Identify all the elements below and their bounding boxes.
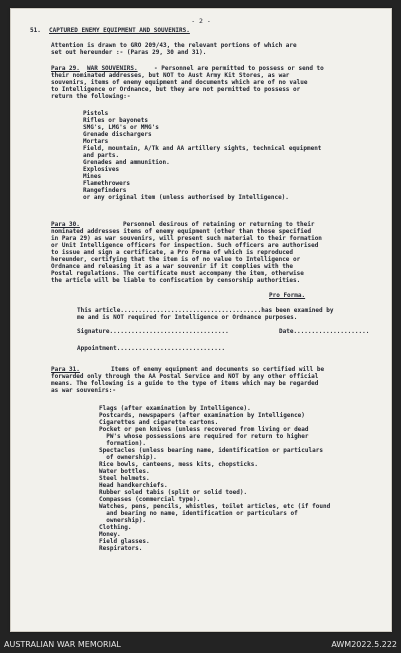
prohibited-item: Pistols — [83, 110, 109, 117]
souvenir-item: Rubber soled tabis (split or solid toed). — [99, 489, 248, 496]
souvenir-item: Steel helmets. — [99, 475, 150, 482]
prohibited-item: and parts. — [83, 152, 120, 159]
prohibited-item: Rangefinders — [83, 187, 127, 194]
souvenir-item: Pocket or pen knives (unless recovered from living or dead — [99, 426, 309, 433]
prohibited-item: or any original item (unless authorised by Intelligence). — [83, 194, 289, 201]
para-30-line: Ordnance and releasing it as a war souvenir if it complies with the — [51, 263, 294, 270]
para-29-line: souvenirs, items of enemy equipment and documents which are of no value — [51, 79, 308, 86]
souvenir-item: PW's whose possessions are required for return to higher — [99, 433, 309, 440]
prohibited-item: Rifles or bayonets — [83, 117, 149, 124]
souvenir-item: Postcards, newspapers (after examination by Intelligence) — [99, 412, 305, 419]
para-29-label: Para 29. — [51, 65, 80, 72]
para-29-line: - Personnel are permitted to possess or send to — [154, 65, 324, 72]
pro-forma-line: This article.......................................has been examined by — [77, 307, 334, 314]
souvenir-item: Watches, pens, pencils, whistles, toilet articles, etc (if found — [99, 503, 331, 510]
souvenir-item: ownership). — [99, 517, 146, 524]
pro-forma-line: me and is NOT required for Intelligence or Ordnance purposes. — [77, 314, 298, 321]
pro-forma-title: Pro Forma. — [269, 292, 306, 299]
souvenir-item: and bearing no name, identification or particulars of — [99, 510, 298, 517]
para-29-line: their nominated addresses, but NOT to Aust Army Kit Stores, as war — [51, 72, 290, 79]
souvenir-item: Spectacles (unless bearing name, identification or particulars — [99, 447, 323, 454]
para-30-line: to issue and sign a certificate, a Pro Forma of which is reproduced — [51, 249, 294, 256]
archive-footer — [0, 636, 401, 653]
souvenir-item: of ownership). — [99, 454, 157, 461]
souvenir-item: Respirators. — [99, 545, 143, 552]
souvenir-item: Clothing. — [99, 524, 132, 531]
souvenir-item: Compasses (commercial type). — [99, 496, 201, 503]
intro-line: Attention is drawn to GRO 209/43, the relevant portions of which are — [51, 42, 297, 49]
section-number: 51. — [30, 27, 41, 34]
intro-line: set out hereunder :- (Paras 29, 30 and 31). — [51, 49, 207, 56]
para-30-label: Para 30. — [51, 221, 80, 228]
prohibited-item: Grenades and ammunition. — [83, 159, 170, 166]
souvenir-item: Money. — [99, 531, 121, 538]
prohibited-item: Explosives — [83, 166, 120, 173]
section-title: CAPTURED ENEMY EQUIPMENT AND SOUVENIRS. — [49, 27, 190, 34]
para-31-line: as war souvenirs:- — [51, 387, 117, 394]
souvenir-item: Cigarettes and cigarette cartons. — [99, 419, 219, 426]
page-number: - 2 - — [191, 17, 211, 25]
souvenir-item: Water bottles. — [99, 468, 150, 475]
para-31-line: means. The following is a guide to the type of items which may be regarded — [51, 380, 319, 387]
para-29-line: to Intelligence or Ordnance, but they are not permitted to possess or — [51, 86, 301, 93]
para-31-label: Para 31. — [51, 366, 80, 373]
para-29-title: WAR SOUVENIRS. — [87, 65, 138, 72]
prohibited-item: Field, mountain, A/Tk and AA artillery sights, technical equipment — [83, 145, 322, 152]
appointment-line: Appointment.............................. — [77, 345, 226, 352]
souvenir-item: Rice bowls, canteens, mess kits, chopsticks. — [99, 461, 258, 468]
prohibited-item: Flamethrowers — [83, 180, 130, 187]
para-30-line: hereunder, certifying that the item is of no value to Intelligence or — [51, 256, 301, 263]
para-30-line: in Para 29) as war souvenirs, will present such material to their formation — [51, 235, 322, 242]
para-30-line: nominated addresses items of enemy equipment (other than those specified — [51, 228, 312, 235]
prohibited-item: Mortars — [83, 138, 109, 145]
para-30-line: Postal regulations. The certificate must accompany the item, otherwise — [51, 270, 304, 277]
prohibited-item: Grenade dischargers — [83, 131, 152, 138]
souvenir-item: formation). — [99, 440, 146, 447]
para-30-line: Personnel desirous of retaining or returning to their — [123, 221, 315, 228]
archive-reference: AWM2022.5.222 — [331, 640, 397, 649]
para-30-line: the article will be liable to confiscation by censorship authorities. — [51, 277, 301, 284]
archive-name: AUSTRALIAN WAR MEMORIAL — [4, 640, 121, 649]
signature-line: Signature................................. — [77, 328, 229, 335]
prohibited-item: SMG's, LMG's or MMG's — [83, 124, 159, 131]
souvenir-item: Flags (after examination by Intelligence). — [99, 405, 251, 412]
para-30-line: or Unit Intelligence officers for inspection. Such officers are authorised — [51, 242, 319, 249]
para-31-line: forwarded only through the AA Postal Service and NOT by any other official — [51, 373, 319, 380]
souvenir-item: Field glasses. — [99, 538, 150, 545]
prohibited-item: Mines — [83, 173, 102, 180]
para-31-line: Items of enemy equipment and documents so certified will be — [111, 366, 325, 373]
para-29-line: return the following:- — [51, 93, 131, 100]
souvenir-item: Head handkerchiefs. — [99, 482, 168, 489]
date-line: Date..................... — [279, 328, 370, 335]
document-page — [10, 8, 392, 632]
